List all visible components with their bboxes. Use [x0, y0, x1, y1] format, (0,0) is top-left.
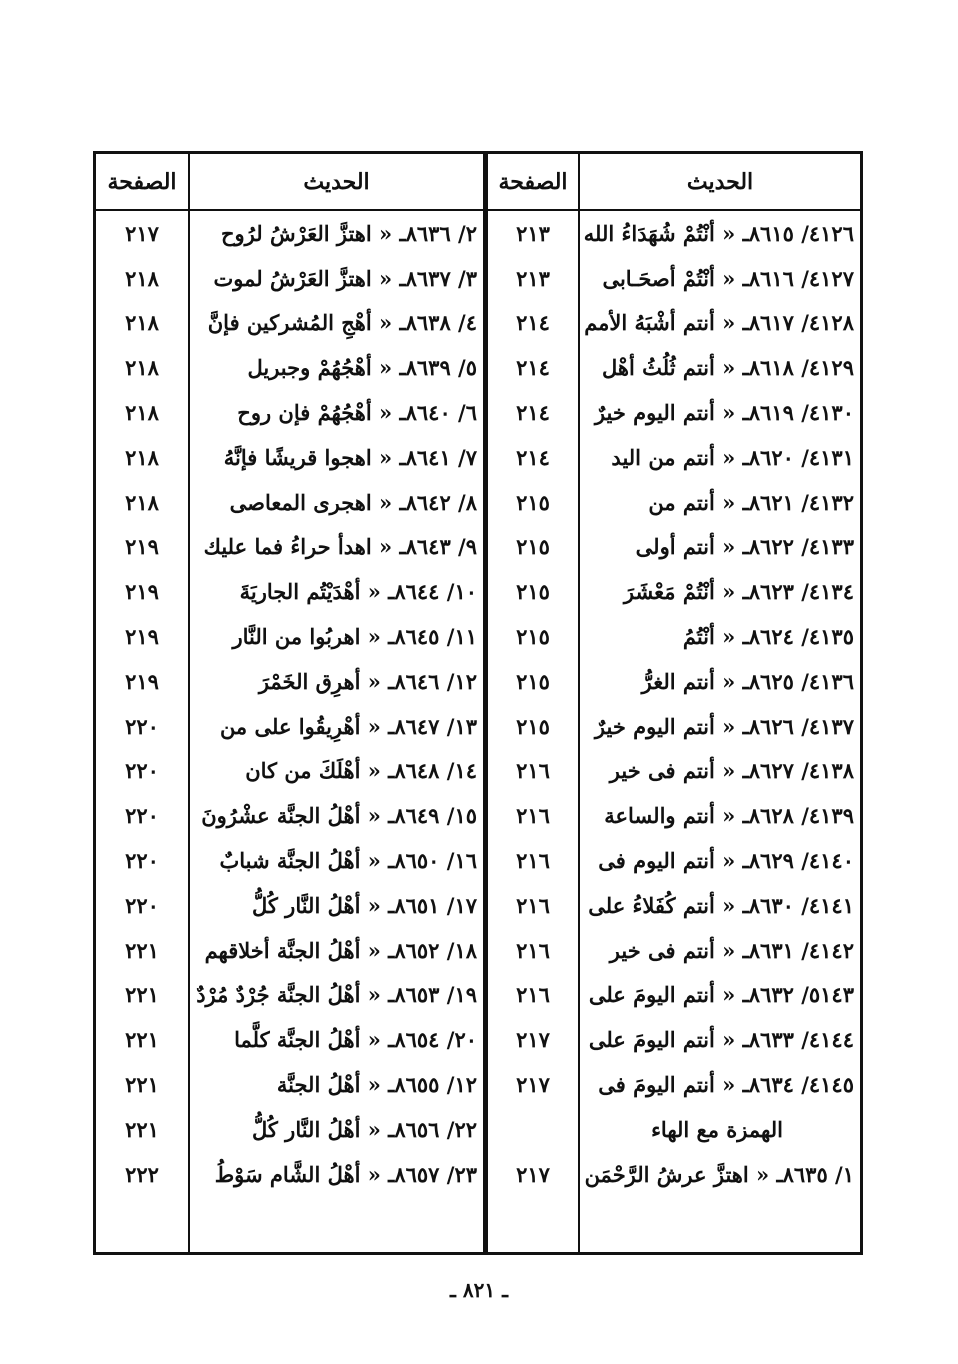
page-ref: ٢١٨ — [125, 355, 159, 381]
page-ref: ٢١٤ — [516, 355, 550, 381]
hadith-entry: ٤١٤٢/ ٨٦٣١ـ « أنتم فى خير — [609, 937, 854, 963]
page-ref: ٢١٧ — [516, 1072, 550, 1098]
page-ref: ٢٢٠ — [125, 848, 159, 874]
header-hadith-left: الحديث — [303, 168, 370, 195]
page-ref: ٢١٥ — [516, 713, 550, 739]
hadith-entry: ٥١٤٣/ ٨٦٣٢ـ « أنتم اليومَ على — [588, 982, 854, 1008]
hadith-entry: ٢٠/ ٨٦٥٤ـ « أهْلُ الجنَّة كلَّما — [234, 1027, 477, 1053]
page-ref: ٢١٨ — [125, 444, 159, 470]
left-hadith-column — [190, 211, 483, 1252]
section-heading: الهمزة مع الهاء — [651, 1116, 783, 1142]
page-ref: ٢١٥ — [516, 534, 550, 560]
page-ref: ٢١٩ — [125, 668, 159, 694]
hadith-entry: ٣/ ٨٦٣٧ـ « اهتزَّ العَرْشُ لموت — [213, 265, 477, 291]
page-ref: ٢١٤ — [516, 444, 550, 470]
index-table — [93, 151, 863, 1255]
page-ref: ٢١٩ — [125, 534, 159, 560]
page-ref: ٢١٨ — [125, 489, 159, 515]
hadith-entry: ٤١٣١/ ٨٦٢٠ـ « أنتم من اليد — [611, 444, 854, 470]
page-ref: ٢١٩ — [125, 624, 159, 650]
left-page-column — [96, 211, 188, 1252]
hadith-entry: ٤/ ٨٦٣٨ـ « أهْجِ المُشركين فإنَّ — [207, 310, 477, 336]
page-ref: ٢٢٠ — [125, 758, 159, 784]
page-ref: ٢١٧ — [516, 1027, 550, 1053]
page-ref: ٢١٦ — [516, 982, 550, 1008]
hadith-entry: ١١/ ٨٦٤٥ـ « اهربُوا من النَّار — [232, 624, 477, 650]
hadith-entry: ٤١٢٨/ ٨٦١٧ـ « أنتم أشْبَهُ الأمم — [584, 310, 854, 336]
page-ref: ٢١٥ — [516, 579, 550, 605]
page-ref: ٢١٨ — [125, 310, 159, 336]
page-ref: ٢١٤ — [516, 400, 550, 426]
page-ref: ٢١٤ — [516, 310, 550, 336]
hadith-entry: ١٦/ ٨٦٥٠ـ « أهْلُ الجنَّة شبابٌ — [219, 848, 477, 874]
page-ref: ٢٢١ — [125, 982, 159, 1008]
hadith-entry: ٤١٣٩/ ٨٦٢٨ـ « أنتم والساعة — [604, 803, 854, 829]
hadith-entry: ١٣/ ٨٦٤٧ـ « أهْرِيقُوا على من — [219, 713, 477, 739]
hadith-entry: ٤١٢٧/ ٨٦١٦ـ « أنْتُمْ أصحَـابى — [602, 265, 854, 291]
header-page-left: الصفحة — [107, 168, 177, 195]
page-ref: ٢١٧ — [125, 220, 159, 246]
hadith-entry: ٧/ ٨٦٤١ـ « اهجوا قريشًا فإنَّهُ — [223, 444, 477, 470]
hadith-entry: ١٨/ ٨٦٥٢ـ « أهْلُ الجنَّة أخلاقهم — [204, 937, 477, 963]
hadith-entry: ٤١٣٦/ ٨٦٢٥ـ « أنتم الغرُّ — [641, 668, 854, 694]
hadith-entry: ١٧/ ٨٦٥١ـ « أهْلُ النَّار كُلُّ — [251, 892, 477, 918]
page-number: ـ ٨٢١ ـ — [450, 1278, 508, 1302]
hadith-entry: ١٠/ ٨٦٤٤ـ « أهْدَيْتُم الجاريَةَ — [239, 579, 477, 605]
hadith-entry: ٨/ ٨٦٤٢ـ « اهجرى المعاصى — [229, 489, 477, 515]
hadith-entry: ١٤/ ٨٦٤٨ـ « أهْلَكَ من كان — [245, 758, 477, 784]
hadith-entry: ٤١٣٧/ ٨٦٢٦ـ « أنتم اليوم خيرٌ — [594, 713, 854, 739]
hadith-entry: ٩/ ٨٦٤٣ـ « اهدأ حراءُ فما عليك — [203, 534, 477, 560]
page-ref: ٢١٨ — [125, 265, 159, 291]
hadith-entry: ٤١٢٦/ ٨٦١٥ـ « أنْتُمْ شُهَدَاءُ الله — [583, 220, 854, 246]
header-page-right: الصفحة — [498, 168, 568, 195]
page-ref-empty — [488, 1107, 578, 1152]
right-page-column — [488, 211, 578, 1252]
hadith-entry: ١/ ٨٦٣٥ـ « اهتزَّ عرشُ الرَّحْمَن — [584, 1161, 854, 1187]
hadith-entry: ١٥/ ٨٦٤٩ـ « أهْلُ الجنَّة عشْرُونَ — [201, 803, 477, 829]
hadith-entry: ٥/ ٨٦٣٩ـ « أهْجُهُمْ وجبريل — [247, 355, 477, 381]
hadith-entry: ٤١٣٢/ ٨٦٢١ـ « أنتم من — [648, 489, 854, 515]
page-ref: ٢١٦ — [516, 892, 550, 918]
hadith-entry: ١٢/ ٨٦٤٦ـ « أهرِق الخَمْرَ — [258, 668, 477, 694]
hadith-entry: ١٩/ ٨٦٥٣ـ « أهْلُ الجنَّة جُرْدٌ مُرْدٌ — [196, 982, 477, 1008]
page-ref: ٢٢١ — [125, 1116, 159, 1142]
hadith-entry: ٤١٤٠/ ٨٦٢٩ـ « أنتم اليوم فى — [598, 848, 854, 874]
hadith-entry: ٤١٣٨/ ٨٦٢٧ـ « أنتم فى خير — [609, 758, 854, 784]
page-ref: ٢١٦ — [516, 758, 550, 784]
page-ref: ٢١٣ — [516, 220, 550, 246]
page-ref: ٢٢٢ — [125, 1161, 159, 1187]
right-hadith-column — [580, 211, 860, 1252]
hadith-entry: ٤١٣٠/ ٨٦١٩ـ « أنتم اليوم خيرٌ — [594, 400, 854, 426]
header-hadith-right: الحديث — [686, 168, 754, 195]
page-ref: ٢١٥ — [516, 624, 550, 650]
page-ref: ٢١٦ — [516, 803, 550, 829]
hadith-entry: ٢٣/ ٨٦٥٧ـ « أهْلُ الشَّام سَوْطُ — [214, 1161, 477, 1187]
page-ref: ٢١٨ — [125, 400, 159, 426]
hadith-entry: ١٢/ ٨٦٥٥ـ « أهْلُ الجنَّة — [276, 1072, 477, 1098]
hadith-entry: ٤١٤٤/ ٨٦٣٣ـ « أنتم اليومَ على — [588, 1027, 854, 1053]
hadith-entry: ٤١٣٤/ ٨٦٢٣ـ « أنْتُمْ مَعْشَرَ — [623, 579, 854, 605]
page-ref: ٢١٥ — [516, 489, 550, 515]
page-ref: ٢١٣ — [516, 265, 550, 291]
page-ref: ٢٢٠ — [125, 713, 159, 739]
page-ref: ٢١٦ — [516, 937, 550, 963]
hadith-entry: ٢/ ٨٦٣٦ـ « اهتزَّ العَرْشُ لرُوح — [220, 220, 477, 246]
page-ref: ٢١٩ — [125, 579, 159, 605]
hadith-entry: ٤١٢٩/ ٨٦١٨ـ « أنتم ثُلُثُ أهْل — [602, 355, 854, 381]
hadith-entry: ٢٢/ ٨٦٥٦ـ « أهْلُ النَّار كُلُّ — [251, 1116, 477, 1142]
page-ref: ٢٢٠ — [125, 892, 159, 918]
hadith-entry: ٤١٤١/ ٨٦٣٠ـ « أنتم كُفَلاءُ على — [588, 892, 854, 918]
hadith-entry: ٦/ ٨٦٤٠ـ « أهْجُهُمْ فإن روح — [237, 400, 477, 426]
page-ref: ٢٢١ — [125, 1027, 159, 1053]
page-ref: ٢٢١ — [125, 937, 159, 963]
hadith-entry: ٤١٤٥/ ٨٦٣٤ـ « أنتم اليومَ فى — [598, 1072, 854, 1098]
page-ref: ٢١٧ — [516, 1161, 550, 1187]
page-ref: ٢٢٠ — [125, 803, 159, 829]
page-ref: ٢١٦ — [516, 848, 550, 874]
page-ref: ٢٢١ — [125, 1072, 159, 1098]
hadith-entry: ٤١٣٥/ ٨٦٢٤ـ « أنْتُمُ — [682, 624, 854, 650]
hadith-entry: ٤١٣٣/ ٨٦٢٢ـ « أنتم أولى — [635, 534, 854, 560]
page-ref: ٢١٥ — [516, 668, 550, 694]
